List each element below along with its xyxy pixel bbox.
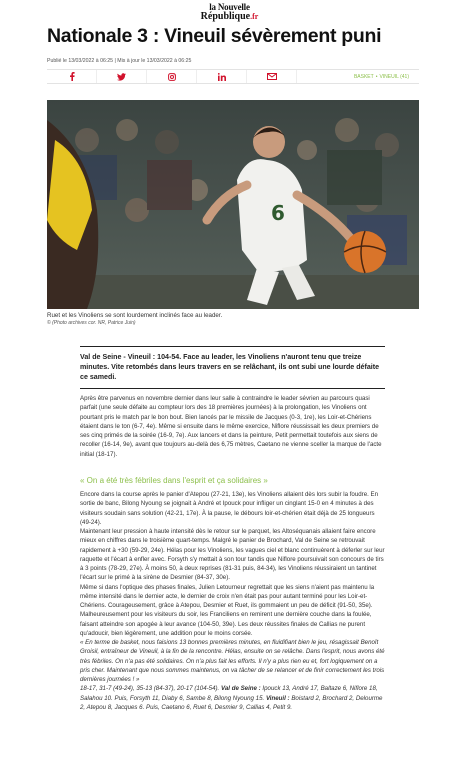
svg-text:6: 6	[271, 201, 285, 225]
article-scores	[80, 684, 385, 712]
linkedin-icon	[218, 73, 226, 81]
photo-caption: Ruet et les Vinoliens se sont lourdement inclinés face au leader.	[47, 312, 223, 319]
logo-suffix: .fr	[250, 12, 259, 21]
mail-icon	[267, 73, 277, 80]
share-linkedin-button[interactable]	[197, 70, 247, 83]
share-facebook-button[interactable]	[47, 70, 97, 83]
share-bar	[47, 69, 419, 84]
logo-name: République	[200, 11, 251, 22]
logo-line2	[0, 12, 459, 21]
article-tags: BASKET • VINEUIL (41)	[353, 73, 409, 80]
photo-credit: © (Photo archives cor. NR, Patrice Juin)	[47, 320, 136, 326]
facebook-icon	[69, 72, 75, 81]
tag-vineuil[interactable]: VINEUIL (41)	[379, 73, 409, 80]
scores-team1-label: Val de Seine :	[221, 685, 261, 693]
instagram-icon	[168, 73, 176, 81]
scores-team2: Boistard 2, Brochard 2, Delourme 2, Atepou 8, Jacques 6. Puis, Caetano 6, Ruet 6, Desmier 9, Callias 4, Petit 9.	[80, 694, 383, 711]
twitter-icon	[117, 73, 126, 81]
article-meta: Publié le 13/03/2022 à 06:25 | Mis à jour le 13/03/2022 à 06:25	[47, 58, 192, 64]
article-title: Nationale 3 : Vineuil sévèrement puni	[47, 25, 382, 47]
tag-basket[interactable]: BASKET	[353, 73, 374, 80]
article-quote: « En terme de basket, nous faisions 13 bonnes premières minutes, en fluidifiant bien le jeu, résagissait Benoît Groisil, entraîneur de Vineuil, à la fin de la rencontre. Hélas, ensuite on se relâche. Dans l'esprit, nous avons été très fébriles. On n'a pas été solidaires. On n'a plus fait les efforts. Il n'y a plus rien eu et, fort logiquement on a pris cher. Maintenant que nous sommes maintenus, on va tâcher de se relancer et de finir correctement les trois dernières journées ! »	[80, 639, 385, 683]
article-lead: Val de Seine - Vineuil : 104-54. Face au leader, les Vinoliens n'auront tenu que treize minutes. Vite retombés dans leurs travers en se relâchant, ils ont subi une lourde défaite ce samedi.	[80, 346, 385, 389]
article-paragraph-2: Encore dans la course après le panier d'Atepou (27-21, 13e), les Vinoliens allaient dès lors subir la foudre. En sortie de banc, Bilong Nyoung se joignait à André et Ipouck pour infliger un cinglant 15-0 en 4 minutes à des visiteurs soudain sans solution (42-21, 17e). À la pause, le débours loir-et-chérien était déjà de 25 longueurs (49-24).	[80, 491, 379, 526]
article-paragraph-1: Après être parvenus en novembre dernier dans leur salle à contraindre le leader sévrien au parcours quasi parfait (une seule défaite au compteur lors des 18 premières journées) à la prolongation, les Vinoliens ont pourtant pris le match par le bon bout. Bien lancés par le missile de Jacques (0-3, 1re), les Loir-et-Chériens étaient dans le ton (6-7, 4e). Même si ensuite dans le même exercice, Niflore réussissait les deux premiers de ses cinq primés de la soirée (16-9, 7e). Aux lancers et dans la peinture, Petit permettait toutefois aux siens de recoller (16-14, 9e), avant que toujours au-delà des 6,75 mètres, Caetano ne vienne sceller la marque de l'acte initial (18-17).	[80, 395, 382, 458]
logo-line1: la Nouvelle	[209, 2, 250, 12]
scores-team2-label: Vineuil :	[265, 694, 290, 702]
scores-team1: Ipouck 13, André 17, Baltaze 6, Niflore 18, Salahou 10. Puis, Forsyth 11, Diaby 6, Sambe 8, Bilong Nyoung 15.	[80, 685, 378, 702]
site-logo[interactable]	[0, 3, 459, 21]
article-paragraph-4: Même si dans l'optique des phases finales, Julien Letourneur regrettait que les siens n'aient pas maintenu la même intensité dans le dernier acte, le dernier de croix n'en était pas pour autant terminé pour les Loir-et-Chériens. Courageusement, grâce à Atepou, Desmier et Ruet, ils gommaient un peu de déficit (91-50, 35e). Malheureusement pour les visiteurs du soir, les Franciliens en remirent une dernière couche dans la foulée, faisant atteindre son apogée à leur avance (104-50, 39e). Les deux réussites finales de Callias ne purent qu'adoucir, bien légèrement, une addition pour le moins corsée.	[80, 583, 375, 637]
share-twitter-button[interactable]	[97, 70, 147, 83]
share-mail-button[interactable]	[247, 70, 297, 83]
article-paragraph-3: Maintenant leur pression à haute intensité dès le retour sur le parquet, les Altoséquanais allaient faire encore mieux en chiffres dans le troisième quart-temps. Malgré le panier de Brochard, Val de Seine se retrouvait rapidement à +30 (59-29, 24e). Hélas pour les Vinoliens, les vagues ciel et blanc continuèrent à déferler sur leur raquette et l'écart à enfler avec. Forsyth s'y mettait à son tour tandis que Niflore poursuivait son concours de tirs à 3 points (78-29, 27e). À moins 50, à deux reprises (81-31 puis, 84-34), les Vinoliens réussiraient un tantinet l'écart sur le primé à la sirène de Desmier (84-37, 30e).	[80, 528, 385, 582]
share-instagram-button[interactable]	[147, 70, 197, 83]
article-photo	[47, 100, 419, 309]
article-body-continued	[80, 490, 385, 712]
article-subheading: « On a été très fébriles dans l'esprit et ça solidaires »	[80, 476, 268, 485]
scores-by-quarter: 18-17, 31-7 (49-24), 35-13 (84-37), 20-17 (104-54).	[80, 685, 220, 693]
basketball-photo-illustration	[47, 100, 419, 309]
